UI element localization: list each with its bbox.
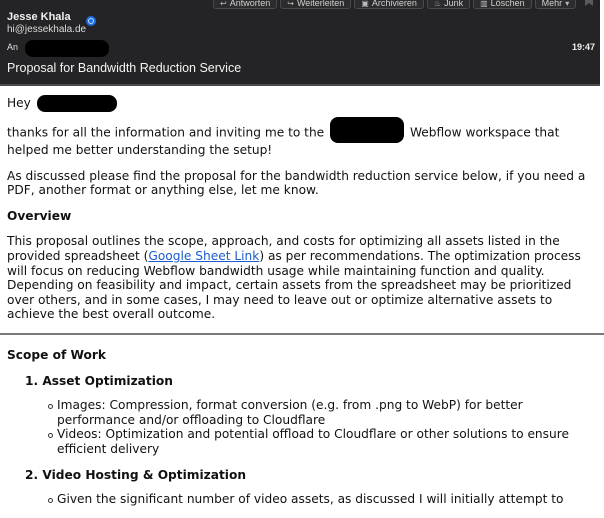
recipient-redacted (25, 40, 109, 57)
scope-list (7, 374, 597, 507)
sender-email[interactable]: hi@jessekhala.de (7, 24, 87, 35)
overview-paragraph (7, 234, 597, 322)
archive-icon: ▣ (361, 0, 369, 8)
trash-icon: ▥ (480, 0, 488, 8)
google-sheet-link[interactable]: Google Sheet Link (148, 248, 260, 263)
bookmark-icon[interactable] (585, 0, 593, 6)
more-label: Mehr (541, 0, 563, 8)
intro-text-after: Webflow workspace that helped me better understanding the setup! (7, 125, 560, 157)
message-header (0, 0, 600, 86)
delete-label: Löschen (490, 0, 525, 8)
scope-bullets (25, 492, 597, 507)
scope-item (25, 468, 597, 507)
overview-text-2: ) as per recommendations. The optimization process will focus on reducing Webflow bandwidth usage while maintaining function and quality. Depending on feasibility and impact, certain assets from the spreadsheet may be prioritized over others, and in some cases, I may need to leave out or optimize alternative assets to achieve the best overall outcome. (7, 248, 581, 322)
scope-item-title: 2. Video Hosting & Optimization (25, 467, 247, 482)
greeting-text: Hey (7, 96, 31, 110)
intro-paragraph (7, 123, 597, 158)
scope-bullet: Given the significant number of video assets, as discussed I will initially attempt to (57, 492, 597, 507)
message-toolbar (213, 0, 576, 9)
reply-icon: ↩ (220, 0, 227, 8)
intro-text-before: thanks for all the information and inviting me to the (7, 125, 325, 140)
scope-bullets (25, 398, 597, 456)
reply-button[interactable] (213, 0, 277, 9)
contact-icon[interactable] (86, 16, 96, 26)
junk-button[interactable] (427, 0, 470, 9)
delete-button[interactable] (473, 0, 532, 9)
divider (0, 333, 604, 335)
scope-bullet: Videos: Optimization and potential offload to Cloudflare or other solutions to ensure efficient delivery (57, 427, 597, 456)
junk-icon: ♨ (433, 0, 442, 8)
greeting-paragraph (7, 95, 597, 112)
forward-icon: ↪ (287, 0, 294, 8)
scope-heading: Scope of Work (7, 347, 107, 362)
to-label: An (7, 42, 19, 52)
sender-name[interactable]: Jesse Khala (7, 11, 71, 23)
scope-item (25, 374, 597, 457)
more-button[interactable] (535, 0, 577, 9)
workspace-name-redacted (330, 117, 404, 143)
message-time: 19:47 (571, 42, 595, 52)
discussed-paragraph: As discussed please find the proposal for the bandwidth reduction service below, if you need a PDF, another format or anything else, let me know. (7, 168, 586, 198)
forward-button[interactable] (280, 0, 351, 9)
overview-heading: Overview (7, 208, 72, 223)
scope-bullet: Images: Compression, format conversion (e.g. from .png to WebP) for better performance and/or offloading to Cloudflare (57, 398, 597, 427)
forward-label: Weiterleiten (296, 0, 345, 8)
chevron-down-icon: ▾ (565, 0, 570, 8)
message-body (7, 95, 597, 518)
archive-label: Archivieren (371, 0, 417, 8)
recipient-name-redacted (37, 95, 117, 112)
message-subject: Proposal for Bandwidth Reduction Service (7, 61, 242, 75)
reply-label: Antworten (229, 0, 271, 8)
overview-text-1: This proposal outlines the scope, approach, and costs for optimizing all assets listed in the provided spreadsheet ( (7, 234, 560, 263)
junk-label: Junk (444, 0, 464, 8)
scope-item-title: 1. Asset Optimization (25, 373, 173, 388)
archive-button[interactable] (354, 0, 424, 9)
